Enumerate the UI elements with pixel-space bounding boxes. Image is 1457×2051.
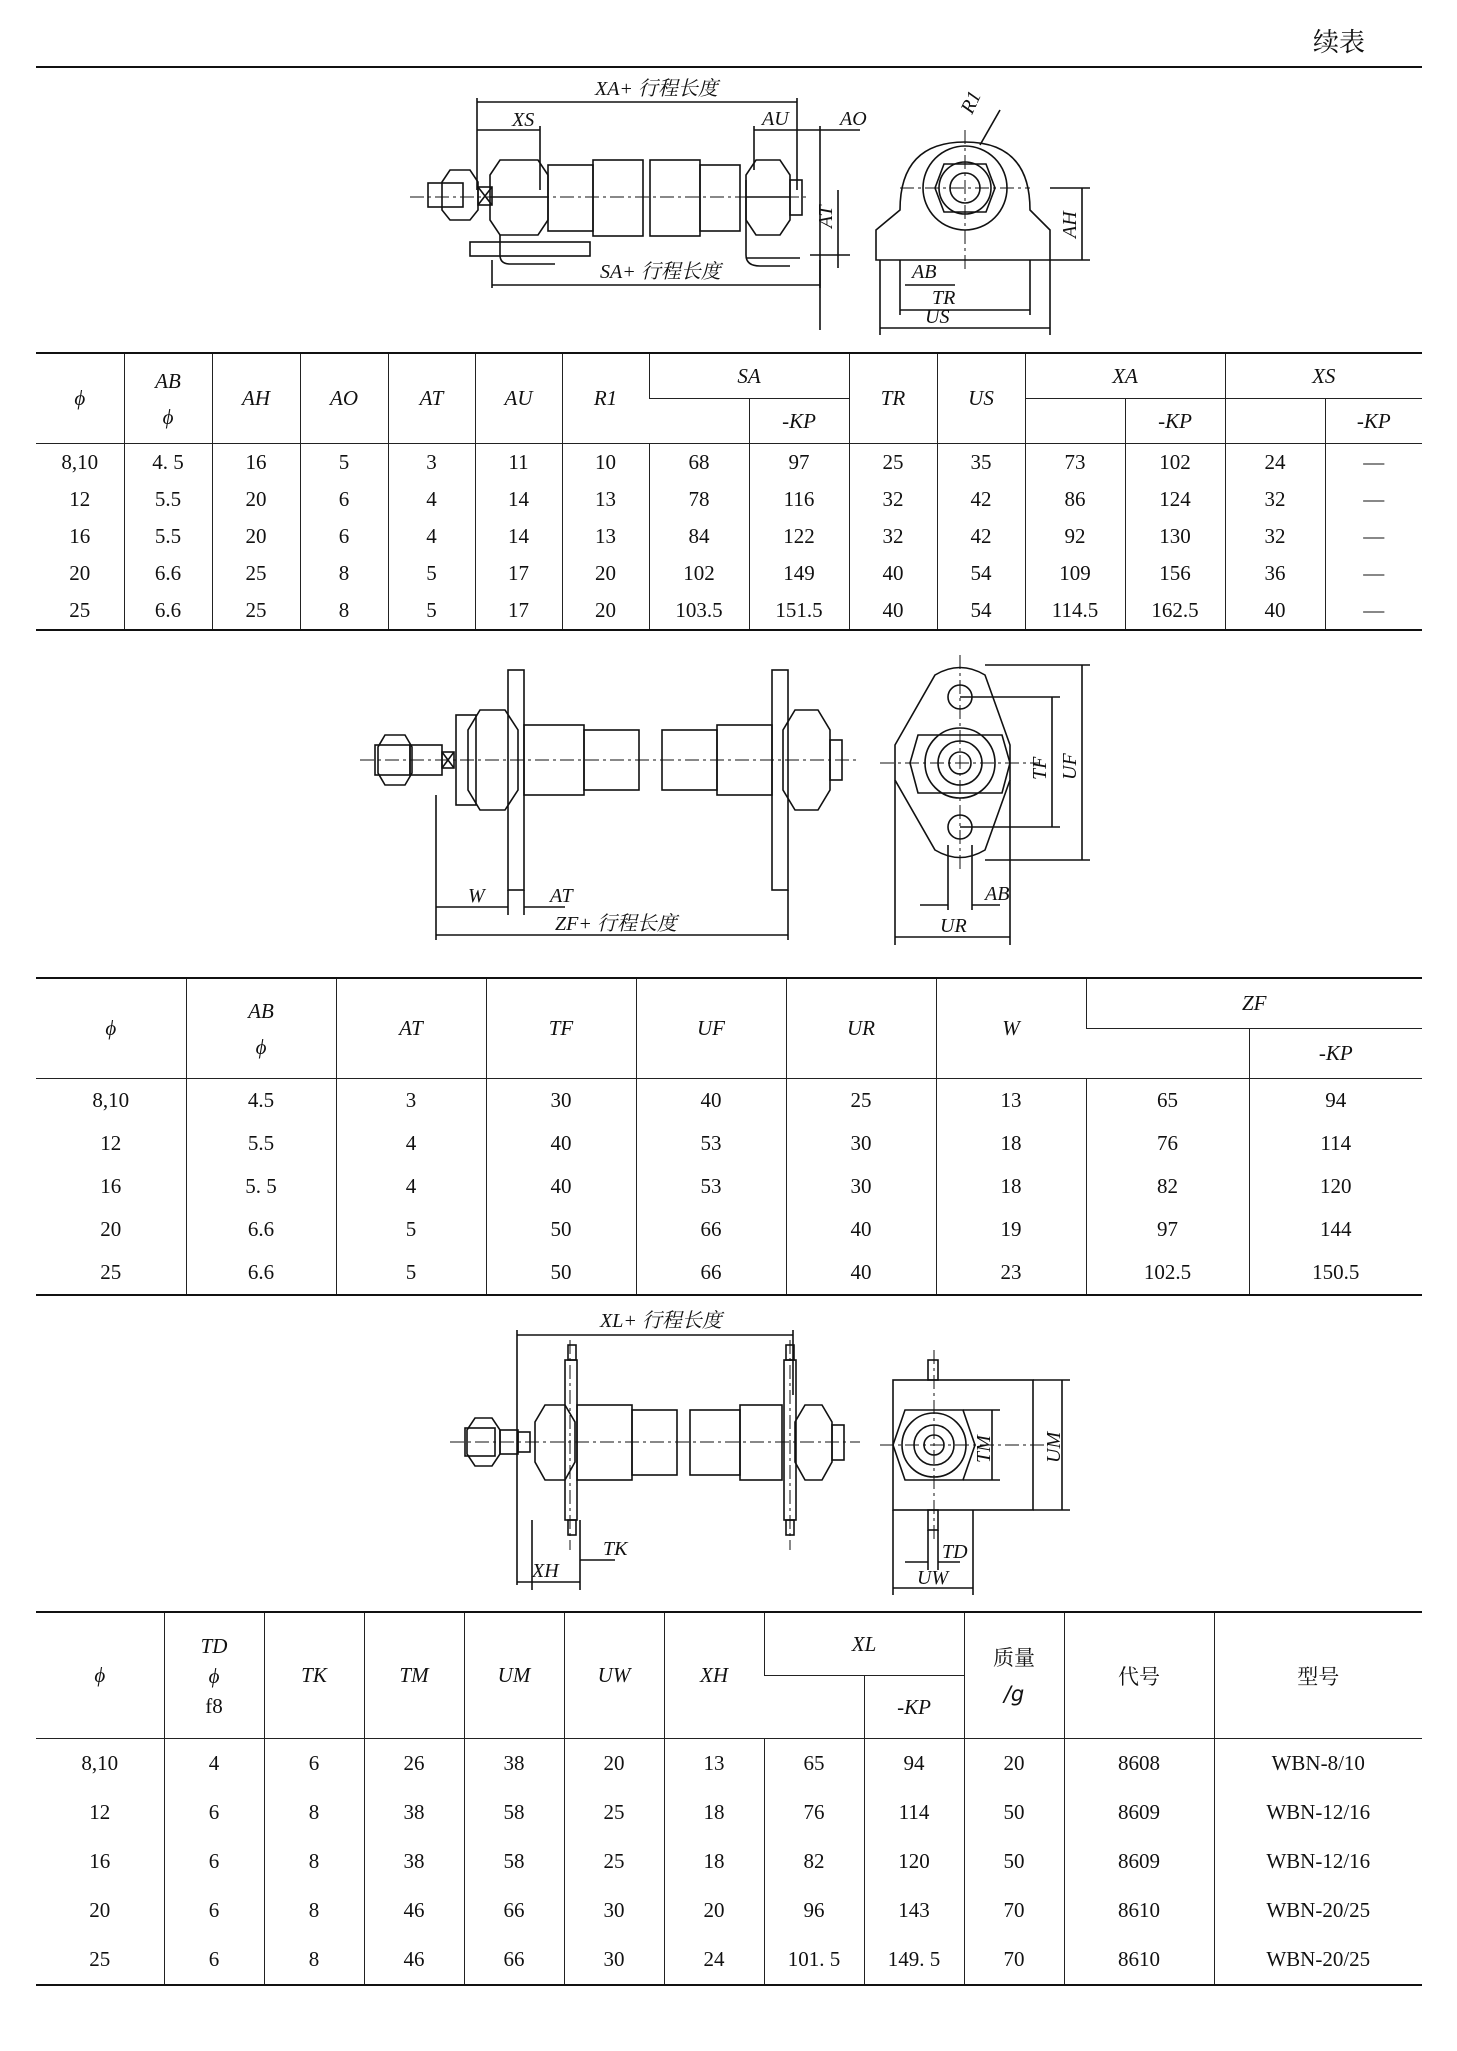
table-row: 20 6 8 46 66 30 20 96 143 70 8610 WBN-20/25 — [36, 1886, 1422, 1935]
t3-xl-base-header — [764, 1676, 864, 1739]
t1-us-header: US — [937, 353, 1025, 444]
table-row: 16 5. 5 4 40 53 30 18 82 120 — [36, 1165, 1422, 1208]
fig2-at-label: AT — [550, 885, 573, 907]
table-row: 25 6 8 46 66 30 24 101. 5 149. 5 70 8610 WBN-20/25 — [36, 1935, 1422, 1985]
header-rule — [36, 66, 1422, 68]
t3-xl-header: XL — [764, 1612, 964, 1676]
fig1-sa-label: SA+ 行程长度 — [600, 261, 721, 283]
fig3-tm-label: TM — [973, 1435, 995, 1463]
t3-code-header: 代号 — [1064, 1612, 1214, 1739]
t2-at-header: AT — [336, 978, 486, 1079]
t2-zf-base-header — [1086, 1029, 1249, 1079]
fig2-ur-label: UR — [940, 915, 967, 937]
t3-tk-header: TK — [264, 1612, 364, 1739]
t2-uf-header: UF — [636, 978, 786, 1079]
table-row: 12 5.5 4 40 53 30 18 76 114 — [36, 1122, 1422, 1165]
fig3-um-label: UM — [1043, 1431, 1065, 1463]
trunnion-mount-drawing — [0, 1300, 1457, 1600]
t1-xs-base-header — [1225, 399, 1325, 444]
table-row: 8,10 4.5 3 30 40 25 13 65 94 — [36, 1079, 1422, 1123]
flange-mount-drawing — [0, 655, 1457, 955]
t1-sa-kp-header: -KP — [749, 399, 849, 444]
table-row: 16 5.5 20 6 4 14 13 84 122 32 42 92 130 32 — — [36, 518, 1422, 555]
fig1-au-label: AU — [762, 108, 789, 130]
t1-ab-header: AB ϕ — [124, 353, 212, 444]
t3-xl-kp-header: -KP — [864, 1676, 964, 1739]
fig1-r1-label: R1 — [956, 87, 986, 118]
t3-uw-header: UW — [564, 1612, 664, 1739]
t3-mass-header: 质量 /g — [964, 1612, 1064, 1739]
flange-mount-table — [36, 977, 1422, 1296]
t3-td-header: TD ϕ f8 — [164, 1612, 264, 1739]
fig1-ao-label: AO — [840, 108, 867, 130]
fig3-tk-label: TK — [603, 1538, 628, 1560]
foot-mount-drawing — [0, 70, 1457, 350]
t1-sa-header: SA — [649, 353, 849, 399]
fig2-uf-label: UF — [1059, 753, 1081, 780]
fig1-ah-label: AH — [1059, 211, 1081, 238]
fig1-at-label: AT — [815, 205, 837, 228]
fig2-tf-label: TF — [1029, 756, 1051, 780]
t2-ab-header: AB ϕ — [186, 978, 336, 1079]
t3-tm-header: TM — [364, 1612, 464, 1739]
t1-at-header: AT — [388, 353, 475, 444]
table-row: 16 6 8 38 58 25 18 82 120 50 8609 WBN-12/16 — [36, 1837, 1422, 1886]
t1-r1-header: R1 — [562, 353, 649, 444]
table-row: 20 6.6 5 50 66 40 19 97 144 — [36, 1208, 1422, 1251]
t1-ah-header: AH — [212, 353, 300, 444]
t2-phi-header: ϕ — [36, 978, 186, 1079]
t3-xh-header: XH — [664, 1612, 764, 1739]
fig2-zf-label: ZF+ 行程长度 — [555, 913, 677, 935]
fig1-ab-label: AB — [912, 261, 937, 283]
t3-model-header: 型号 — [1214, 1612, 1422, 1739]
t1-xs-header: XS — [1225, 353, 1422, 399]
t1-tr-header: TR — [849, 353, 937, 444]
t2-zf-kp-header: -KP — [1249, 1029, 1422, 1079]
fig2-w-label: W — [468, 885, 485, 907]
t1-sa-base-header — [649, 399, 749, 444]
table-row: 8,10 4. 5 16 5 3 11 10 68 97 25 35 73 102 24 — — [36, 444, 1422, 482]
trunnion-mount-table — [36, 1611, 1422, 1986]
fig1-xa-label: XA+ 行程长度 — [595, 78, 718, 100]
t3-um-header: UM — [464, 1612, 564, 1739]
t1-phi-header: ϕ — [36, 353, 124, 444]
t1-xs-kp-header: -KP — [1325, 399, 1422, 444]
fig2-ab-label: AB — [985, 883, 1010, 905]
fig1-us-label: US — [925, 306, 950, 328]
table-row: 12 5.5 20 6 4 14 13 78 116 32 42 86 124 32 — — [36, 481, 1422, 518]
page-header-title: 续表 — [1312, 28, 1365, 58]
fig1-xs-label: XS — [512, 109, 535, 131]
t3-phi-header: ϕ — [36, 1612, 164, 1739]
fig1-tr-label: TR — [932, 287, 956, 309]
fig3-xh-label: XH — [532, 1560, 559, 1582]
fig3-xl-label: XL+ 行程长度 — [600, 1310, 722, 1332]
table-row: 25 6.6 25 8 5 17 20 103.5 151.5 40 54 114.5 162.5 40 — — [36, 592, 1422, 630]
foot-mount-table — [36, 352, 1422, 631]
t2-tf-header: TF — [486, 978, 636, 1079]
t1-xa-header: XA — [1025, 353, 1225, 399]
fig3-td-label: TD — [942, 1541, 968, 1563]
t2-w-header: W — [936, 978, 1086, 1079]
t1-xa-kp-header: -KP — [1125, 399, 1225, 444]
table-row: 20 6.6 25 8 5 17 20 102 149 40 54 109 156 36 — — [36, 555, 1422, 592]
t2-zf-header: ZF — [1086, 978, 1422, 1029]
table-row: 8,10 4 6 26 38 20 13 65 94 20 8608 WBN-8/10 — [36, 1739, 1422, 1789]
table-row: 12 6 8 38 58 25 18 76 114 50 8609 WBN-12/16 — [36, 1788, 1422, 1837]
fig3-uw-label: UW — [917, 1567, 949, 1589]
t1-ao-header: AO — [300, 353, 388, 444]
table-row: 25 6.6 5 50 66 40 23 102.5 150.5 — [36, 1251, 1422, 1295]
t1-au-header: AU — [475, 353, 562, 444]
t1-xa-base-header — [1025, 399, 1125, 444]
t2-ur-header: UR — [786, 978, 936, 1079]
